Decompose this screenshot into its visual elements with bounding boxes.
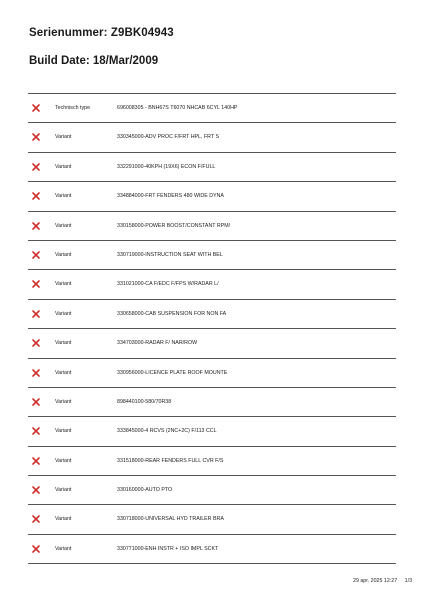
row-type: Variant (55, 516, 72, 523)
table-row (28, 476, 396, 505)
table-row (28, 535, 396, 564)
table-row (28, 270, 396, 299)
row-type: Variant (55, 251, 72, 258)
row-type: Variant (55, 193, 72, 200)
red-x-icon (32, 104, 40, 112)
red-x-icon (32, 192, 40, 200)
table-row (28, 212, 396, 241)
row-type: Variant (55, 369, 72, 376)
row-value: 331518000-REAR FENDERS FULL CVR F/S (117, 457, 224, 464)
table-row (28, 123, 396, 152)
row-value: 333845000-4 RCVS (2NC+2C) F/113 CCL (117, 428, 217, 435)
row-value: 696008305 - BNH67S T6070 NHCAB 6CYL 140HP (117, 105, 238, 111)
page-footer (353, 578, 412, 584)
table-row (28, 447, 396, 476)
build-date-heading: Build Date: 18/Mar/2009 (29, 55, 159, 67)
row-value: 334703000-RADAR F/ NAR/ROW (117, 340, 198, 347)
row-type: Variant (55, 340, 72, 347)
row-value: 330158000-POWER BOOST/CONSTANT RPM/ (117, 222, 231, 229)
table-row (28, 417, 396, 446)
red-x-icon (32, 133, 40, 141)
row-type: Variant (55, 428, 72, 435)
row-value: 330719000-INSTRUCTION SEAT WITH BEL (117, 251, 223, 258)
red-x-icon (32, 398, 40, 406)
row-type: Variant (55, 222, 72, 229)
row-value: 331021000-CA F/EDC F/FPS W/RADAR L/ (117, 281, 219, 288)
row-value: 330718000-UNIVERSAL HYD TRAILER BRA (117, 516, 224, 523)
red-x-icon (32, 310, 40, 318)
row-value: 330658000-CAB SUSPENSION FOR NON FA (117, 310, 227, 317)
red-x-icon (32, 545, 40, 553)
row-value: 332291000-40KPH (19X6) ECON F/FULL (117, 163, 216, 170)
table-row (28, 505, 396, 534)
table-row (28, 388, 396, 417)
red-x-icon (32, 339, 40, 347)
row-type: Variant (55, 487, 72, 494)
row-type: Variant (55, 398, 72, 405)
row-type: Variant (55, 545, 72, 552)
table-row (28, 94, 396, 123)
red-x-icon (32, 369, 40, 377)
page-number: 1/3 (404, 578, 413, 584)
red-x-icon (32, 222, 40, 230)
row-type: Variant (55, 310, 72, 317)
table-row (28, 153, 396, 182)
table-row (28, 300, 396, 329)
row-type: Technisch type (55, 105, 91, 111)
red-x-icon (32, 486, 40, 494)
table-row (28, 359, 396, 388)
row-type: Variant (55, 457, 72, 464)
table-row (28, 241, 396, 270)
row-value: 330160000-AUTO PTO (117, 487, 173, 494)
red-x-icon (32, 251, 40, 259)
row-value: 330345000-ADV PROC F/FRT HPL, FRT S (117, 134, 220, 141)
row-value: 334884000-FRT FENDERS 480 WIDE DYNA (117, 193, 224, 200)
variant-table (28, 93, 396, 564)
serial-number-heading: Serienummer: Z9BK04943 (29, 27, 174, 39)
print-timestamp: 29 apr. 2025 12:27 (353, 578, 398, 584)
row-type: Variant (55, 134, 72, 141)
row-value: 330956000-LICENCE PLATE ROOF MOUNTE (117, 369, 228, 376)
red-x-icon (32, 515, 40, 523)
red-x-icon (32, 457, 40, 465)
row-value: 330771000-ENH INSTR + ISO IMPL SCKT (117, 545, 219, 552)
red-x-icon (32, 280, 40, 288)
red-x-icon (32, 163, 40, 171)
red-x-icon (32, 427, 40, 435)
table-row (28, 182, 396, 211)
row-type: Variant (55, 281, 72, 288)
table-row (28, 329, 396, 358)
row-type: Variant (55, 163, 72, 170)
row-value: 898440100-580/70R38 (117, 398, 172, 405)
